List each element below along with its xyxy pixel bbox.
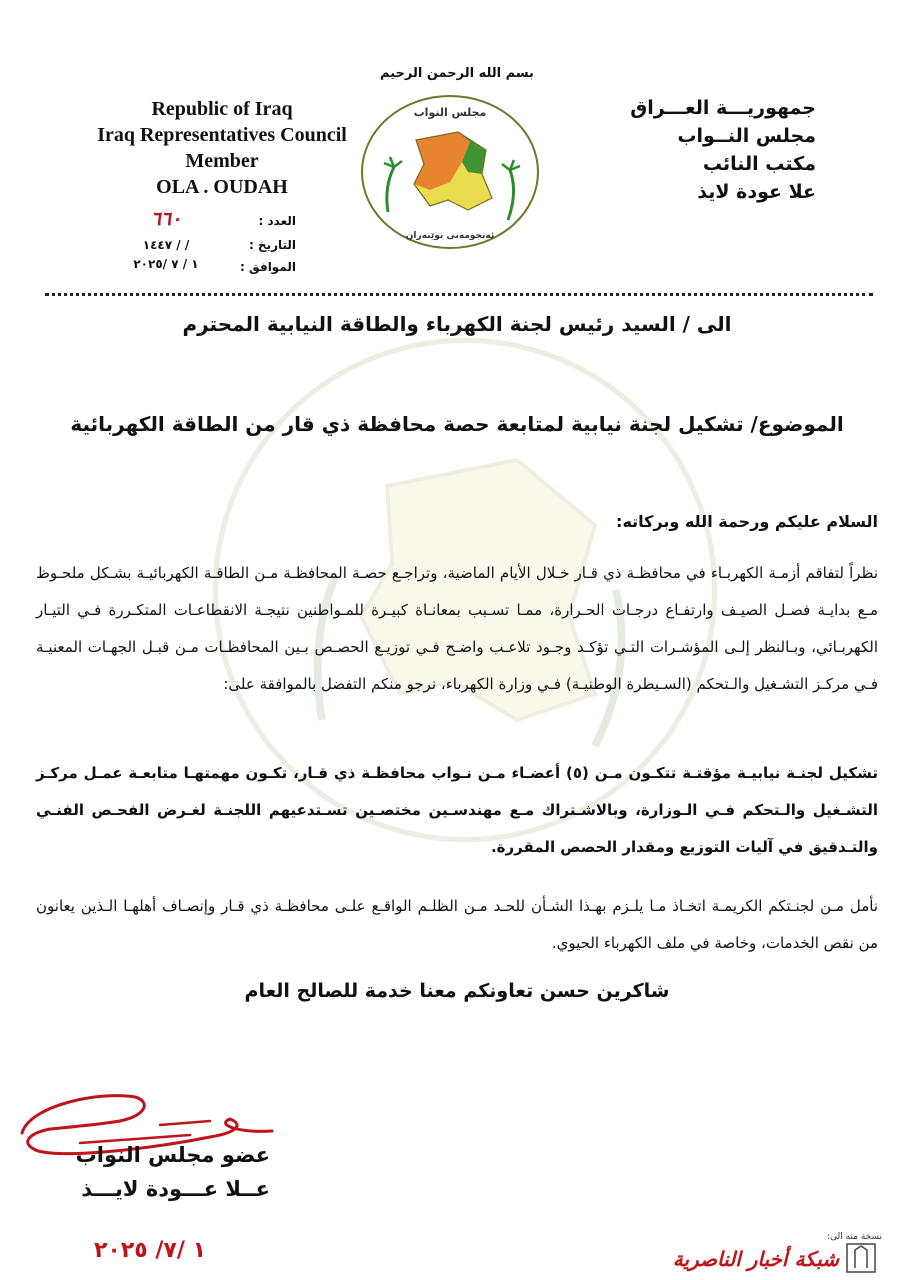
closing-line: شاكرين حسن تعاونكم معنا خدمة للصالح العام [244,980,670,1002]
number-row [96,208,296,232]
date-value: / / ١٤٤٧ [142,238,190,252]
signatory-name: عــلا عـــودة لايـــذ [81,1177,270,1201]
english-country: Republic of Iraq [151,98,293,120]
signatory-title: عضو مجلس النواب [75,1143,270,1167]
logo-text-bottom: ئەنجومەنی نوێنەران [405,231,495,241]
paragraph-intro: نظراً لتفاقم أزمـة الكهربـاء في محافظـة ذي قـار خـلال الأيام الماضية، وتراجـع حصـة المحافظـة مـن الطاقـة الكهربائيـة بشـكل ملحـوظ مـع بدايـة فصـل الصيـف وارتفـاع درجـات الحـرارة، ممـا تسـبب بمعانـاة كبيـرة للمـواطنين نتيجـة الانقطاعـات المتكـررة فـي التيـار الكهربـائي، وبـالنظر إلـى المؤشـرات التـي تؤكـد وجـود تلاعـب واضـح فـي توزيـع الحصـص بـين المحافظـات مـن قبـل الجهـات المعنيـة فـي مركـز التشـغيل والـتحكم (السـيطرة الوطنيـة) فـي وزارة الكهرباء، نرجو منكم التفضل بالموافقة على: [36,564,878,693]
news-stamp [641,1240,886,1276]
council-logo [358,92,543,252]
header-divider [45,293,873,296]
paragraph-request: تشكيل لجنـة نيابيـة مؤقتـة تتكـون مـن (٥) أعضـاء مـن نـواب محافظـة ذي قـار، تكـون مهمتهـا متابعـة عمـل مركـز التشـغيل والـتحكم فـي الـوزارة، وبالاشـتراك مـع مهندسـين مختصـين تسـتدعيهم اللجنـة لغـرض الفحـص الفنـي والتـدقيق في آليات التوزيع ومقدار الحصص المقررة. [36,764,879,856]
signature-block [30,1138,270,1206]
number-value: ٦٦٠ [150,208,182,230]
stamp-text: شبكة أخبار الناصرية [672,1247,839,1271]
date-label: التاريخ : [248,238,296,252]
date-row [96,238,296,256]
english-name: OLA . OUDAH [156,176,288,198]
bismillah: بسم الله الرحمن الرحيم [380,66,534,81]
corresponding-row [96,257,296,278]
arabic-letterhead [586,94,816,206]
arabic-council: مجلس النــواب [677,125,816,147]
english-council: Iraq Representatives Council [97,124,347,146]
copy-note: نسخة منه الى: [826,1232,882,1242]
number-label: العدد : [258,214,296,228]
paragraph-hope: نأمل مـن لجنـتكم الكريمـة اتخـاذ مـا يلـزم بهـذا الشـأن للحـد مـن الظلـم الواقـع علـى محافظـة ذي قـار وإنصـاف أهلهـا الـذين يعانون من نقص الخدمات، وخاصة في ملف الكهرباء الحيوي. [36,897,878,952]
logo-text-top: مجلس النواب [413,106,487,119]
addressee: الى / السيد رئيس لجنة الكهرباء والطاقة النيابية المحترم [182,312,732,336]
english-member: Member [185,150,259,172]
subject-line: الموضوع/ تشكيل لجنة نيابية لمتابعة حصة محافظة ذي قار من الطاقة الكهربائية [70,412,844,436]
arabic-name: علا عودة لايذ [697,181,816,203]
arabic-country: جمهوريـــة العـــراق [630,97,816,119]
corresponding-value: ١ / ٧ /٢٠٢٥ [133,257,199,271]
corresponding-label: الموافق : [240,260,296,274]
greeting: السلام عليكم ورحمة الله وبركاته: [616,512,878,531]
signature-date: ١ /٧/ ٢٠٢٥ [94,1238,206,1263]
arabic-office: مكتب النائب [702,153,816,175]
english-letterhead [72,96,372,200]
